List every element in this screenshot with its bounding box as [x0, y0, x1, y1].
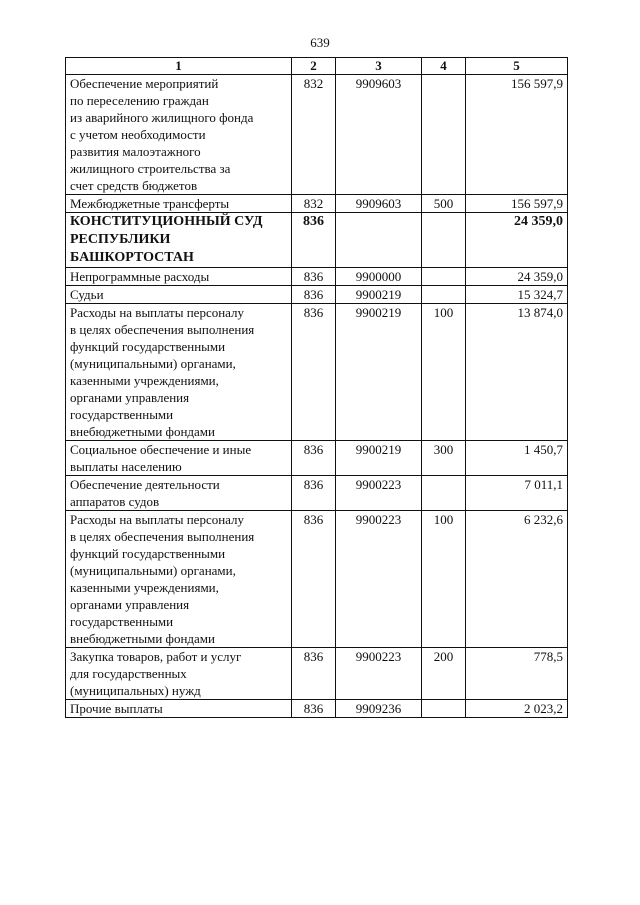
row-name-line: (муниципальными) органами, [70, 563, 236, 578]
row-amount: 2 023,2 [466, 700, 568, 718]
row-name-cell [66, 700, 292, 718]
row-ministry-code: 836 [292, 213, 336, 268]
row-ministry-code: 836 [292, 441, 336, 476]
row-ministry-code: 836 [292, 286, 336, 304]
row-expense-type [422, 700, 466, 718]
row-name-line: Расходы на выплаты персоналу [70, 512, 245, 527]
row-name-line: внебюджетными фондами [70, 424, 215, 439]
row-ministry-code: 836 [292, 304, 336, 441]
row-expense-type: 100 [422, 511, 466, 648]
row-amount: 778,5 [466, 648, 568, 700]
header-col-5: 5 [466, 58, 568, 75]
table-row [66, 213, 568, 268]
header-col-2: 2 [292, 58, 336, 75]
row-name-cell [66, 213, 292, 268]
row-name-line: Прочие выплаты [70, 701, 163, 716]
row-expense-type: 500 [422, 195, 466, 213]
table-row [66, 195, 568, 213]
row-name-line: с учетом необходимости [70, 127, 206, 142]
row-name-line: в целях обеспечения выполнения [70, 322, 255, 337]
row-expense-type [422, 286, 466, 304]
row-name-line: счет средств бюджетов [70, 178, 198, 193]
table-row [66, 700, 568, 718]
row-name-line: (муниципальных) нужд [70, 683, 201, 698]
row-name-line: Обеспечение деятельности [70, 477, 220, 492]
row-amount: 156 597,9 [466, 195, 568, 213]
row-expense-type [422, 268, 466, 286]
row-amount: 13 874,0 [466, 304, 568, 441]
row-ministry-code: 832 [292, 195, 336, 213]
row-name-line: развития малоэтажного [70, 144, 201, 159]
row-amount: 6 232,6 [466, 511, 568, 648]
row-target-code: 9900219 [336, 286, 422, 304]
row-amount: 7 011,1 [466, 476, 568, 511]
table-row [66, 286, 568, 304]
row-name-line: Социальное обеспечение и иные [70, 442, 252, 457]
row-target-code: 9900223 [336, 476, 422, 511]
row-name-line: Обеспечение мероприятий [70, 76, 219, 91]
row-ministry-code: 836 [292, 700, 336, 718]
row-amount: 24 359,0 [466, 268, 568, 286]
row-name-line: аппаратов судов [70, 494, 160, 509]
row-expense-type [422, 75, 466, 195]
row-name-line: БАШКОРТОСТАН [70, 250, 194, 265]
header-col-4: 4 [422, 58, 466, 75]
row-name-cell [66, 75, 292, 195]
row-name-line: (муниципальными) органами, [70, 356, 236, 371]
row-name-line: выплаты населению [70, 459, 182, 474]
row-name-line: Судьи [70, 287, 104, 302]
row-name-line: Закупка товаров, работ и услуг [70, 649, 242, 664]
row-amount: 24 359,0 [466, 213, 568, 268]
row-name-line: казенными учреждениями, [70, 373, 219, 388]
table-row [66, 304, 568, 441]
table-header-row [66, 58, 568, 75]
row-name-line: функций государственными [70, 339, 226, 354]
row-expense-type [422, 213, 466, 268]
row-name-line: Непрограммные расходы [70, 269, 210, 284]
budget-table [65, 57, 568, 718]
row-name-line: государственными [70, 407, 174, 422]
table-row [66, 75, 568, 195]
row-expense-type: 100 [422, 304, 466, 441]
row-amount: 156 597,9 [466, 75, 568, 195]
table-row [66, 268, 568, 286]
row-name-line: из аварийного жилищного фонда [70, 110, 254, 125]
row-name-cell [66, 304, 292, 441]
row-amount: 1 450,7 [466, 441, 568, 476]
row-target-code: 9909603 [336, 195, 422, 213]
table-row [66, 511, 568, 648]
row-name-line: внебюджетными фондами [70, 631, 215, 646]
row-name-line: для государственных [70, 666, 187, 681]
row-name-cell [66, 286, 292, 304]
page-number: 639 [310, 35, 330, 50]
row-name-line: органами управления [70, 390, 190, 405]
row-target-code: 9900000 [336, 268, 422, 286]
row-expense-type [422, 476, 466, 511]
row-name-cell [66, 476, 292, 511]
row-target-code: 9900223 [336, 648, 422, 700]
row-target-code: 9900219 [336, 304, 422, 441]
row-name-cell [66, 511, 292, 648]
row-name-line: Межбюджетные трансферты [70, 196, 230, 211]
row-target-code: 9900223 [336, 511, 422, 648]
row-expense-type: 300 [422, 441, 466, 476]
row-ministry-code: 836 [292, 511, 336, 648]
row-name-line: государственными [70, 614, 174, 629]
row-ministry-code: 836 [292, 476, 336, 511]
header-col-3: 3 [336, 58, 422, 75]
row-amount: 15 324,7 [466, 286, 568, 304]
row-name-cell [66, 648, 292, 700]
row-name-line: КОНСТИТУЦИОННЫЙ СУД [70, 214, 263, 229]
row-name-cell [66, 268, 292, 286]
row-name-line: Расходы на выплаты персоналу [70, 305, 245, 320]
row-name-line: органами управления [70, 597, 190, 612]
row-ministry-code: 836 [292, 648, 336, 700]
row-name-line: в целях обеспечения выполнения [70, 529, 255, 544]
row-name-line: функций государственными [70, 546, 226, 561]
row-name-line: жилищного строительства за [70, 161, 231, 176]
table-row [66, 648, 568, 700]
row-target-code [336, 213, 422, 268]
row-name-line: казенными учреждениями, [70, 580, 219, 595]
row-target-code: 9900219 [336, 441, 422, 476]
row-name-cell [66, 195, 292, 213]
header-col-1: 1 [66, 58, 292, 75]
row-ministry-code: 836 [292, 268, 336, 286]
row-target-code: 9909236 [336, 700, 422, 718]
row-expense-type: 200 [422, 648, 466, 700]
row-name-cell [66, 441, 292, 476]
table-row [66, 441, 568, 476]
row-ministry-code: 832 [292, 75, 336, 195]
row-target-code: 9909603 [336, 75, 422, 195]
row-name-line: РЕСПУБЛИКИ [70, 232, 171, 247]
table-row [66, 476, 568, 511]
row-name-line: по переселению граждан [70, 93, 209, 108]
